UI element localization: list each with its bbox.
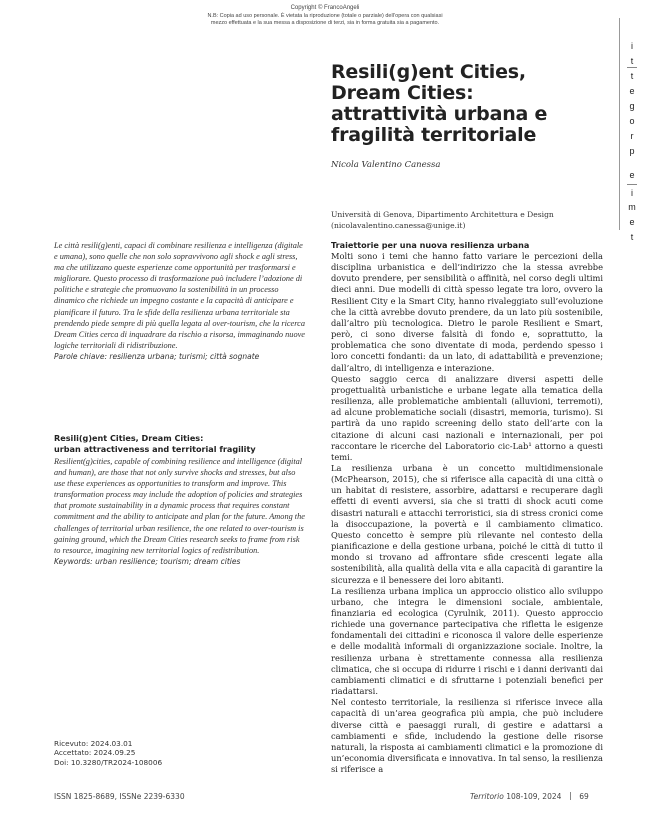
body-paragraph: Questo saggio cerca di analizzare diversi aspetti delle progettualità urbanistiche e urbane legate alla tematica della resilienza, alle problematiche ambientali (alluvioni, terremoti), ad alcune problematiche sociali (disastri, memoria, turismo). Si partirà da uno rapido screening dello stato dell’arte con la citazione di alcuni casi nazionali e internazionali, per poi raccontare le ricerche del Laboratorio cic-Lab¹ attorno a questi temi. [331,373,603,462]
side-tab-letter: t [630,56,634,66]
side-tab-letter: e [629,170,635,180]
accepted-date: Accettato: 2024.09.25 [54,748,136,758]
side-tab-tick [627,184,637,185]
abstract-italian [54,240,306,362]
article-title [331,62,611,146]
footer-journal-name: Territorio [470,792,504,801]
submission-dates [54,739,162,767]
footer-issn: ISSN 1825-8689, ISSNe 2239-6330 [54,792,185,801]
footer-divider [570,792,571,800]
body-paragraph: Nel contesto territoriale, la resilienza si riferisce invece alla capacità di un’area geografica più ampia, che può includere diverse città e paesaggi rurali, di gestire e adattarsi a cambiamenti e sfide, includendo la gestione delle risorse naturali, la risposta ai cambiamenti climatici e la promozione di un’economia diversificata e innovativa. In tal senso, la resilienza si riferisce a [331,697,603,775]
abstract-english-title-line: urban attractiveness and territorial fragility [54,444,256,454]
article-title-line: fragilità territoriale [331,124,537,146]
article-title-line: attrattività urbana e [331,103,548,125]
author-name: Nicola Valentino Canessa [331,160,441,170]
keywords-english: Keywords: urban resilience; tourism; dream cities [54,556,241,566]
usage-notice-line-1: N.B: Copia ad uso personale. È vietata la riproduzione (totale o parziale) dell’opera con qualsiasi [207,13,443,19]
section-side-tab [619,18,642,242]
body-text-column [331,240,603,775]
body-paragraph: La resilienza urbana implica un approccio olistico allo sviluppo urbano, che integra le dimensioni sociale, ambientale, finanziaria ed ecologica (Cyrulnik, 2011). Questo approccio richiede una governance partecipativa che rifletta le esigenze fondamentali dei cittadini e riconosca il valore delle esperienze e delle modalità informali di organizzazione sociale. Inoltre, la resilienza urbana è strettamente connessa alla resilienza climatica, che si occupa di ridurre i rischi e i danni derivanti dai cambiamenti climatici e di sfruttarne i potenziali benefici per riadattarsi. [331,585,603,697]
abstract-italian-text: Le città resili(g)enti, capaci di combinare resilienza e intelligenza (digitale e umana), sono quelle che non solo sopravvivono agli shock e agli stress, ma che utilizzano queste esperienze come opportunità per trasformarsi e migliorare. Questo processo di trasformazione può includere l’adozione di politiche e strategie che promuovano la sostenibilità in un processo dinamico che richiede un impegno costante e la capacità di anticipare e pianificare il futuro. Tra le sfide della resilienza urbana territoriale sta prendendo piede sempre di più quella legata al over-tourism, che la ricerca Dream Cities cerca di inquadrare da rischio a risorsa, immaginando nuove logiche territoriali di ridistribuzione. [54,241,305,350]
abstract-english-text: Resilient(g)cities, capable of combining resilience and intelligence (digital and human), are those that not only survive shocks and stresses, but also use these experiences as opportunities to transform and improve. This transformation process may include the adoption of policies and strategies that promote sustainability in a dynamic process that requires constant commitment and the ability to anticipate and plan for the future. Among the challenges of territorial urban resilience, the one related to over-tourism is gaining ground, which the Dream Cities research seeks to frame from risk to resource, imagining new territorial logics of redistribution. [54,457,305,555]
doi: Doi: 10.3280/TR2024-108006 [54,757,163,767]
article-title-line: Dream Cities: [331,82,474,104]
side-tab-letter: m [628,202,636,212]
page-number: 69 [579,792,589,801]
abstract-english-title-line: Resili(g)ent Cities, Dream Cities: [54,433,204,443]
side-tab-letter: t [630,232,634,242]
usage-notice [150,13,500,28]
footer-issue: 108-109, 2024 [506,792,562,801]
side-tab-letter: i [631,188,633,198]
body-paragraph: Molti sono i temi che hanno fatto variare le percezioni della disciplina urbanistica e dell’indirizzo che la stessa avrebbe dovuto prendere, per sensibilità o affinità, nel corso degli ultimi dieci anni. Due modelli di città spesso legate tra loro, ovvero la Resilient City e la Smart City, hanno rivaleggiato sull’evoluzione che la città avrebbe dovuto prendere, da un lato più sostenibile, dall’altro più tecnologica. Dietro le parole Resilient e Smart, però, ci sono diverse falsità di fondo e, soprattutto, la problematica che sono diventate di moda, perdendo spesso i loro concetti fondanti: da un lato, di adattabilità e prevenzione; dall’altro, di intelligenza e interazione. [331,251,603,373]
copyright-notice: Copyright © FrancoAngeli [290,5,360,11]
side-tab-letter: e [629,86,635,96]
abstract-english-title [54,433,306,455]
side-tab-letter: r [630,131,634,141]
side-tab-letter: i [631,41,633,51]
article-title-line: Resili(g)ent Cities, [331,61,526,83]
usage-notice-line-2: mezzo effettuata e la sua messa a disposizione di terzi, sia in forma gratuita sia a pagamento. [210,20,440,27]
affiliation-email: (nicolavalentino.canessa@unige.it) [331,220,466,230]
body-paragraph: La resilienza urbana è un concetto multidimensionale (McPhearson, 2015), che si riferisce alla capacità di una città o un habitat di resistere, assorbire, adattarsi e recuperare dagli effetti di eventi avversi, sia che si tratti di shock acuti come disastri naturali e attacchi terroristici, sia di stress cronici come la disoccupazione, la povertà e il cambiamento climatico. Questo concetto è sempre più rilevante nel contesto della pianificazione e della gestione urbana, poiché le città di tutto il mondo si trovano ad affrontare sfide crescenti legate alla sostenibilità, alla qualità della vita e alla capacità di garantire la sicurezza e il benessere dei loro abitanti. [331,462,603,585]
side-tab-letter: t [630,71,634,81]
side-tab-letter: e [629,217,635,227]
received-date: Ricevuto: 2024.03.01 [54,739,133,748]
side-tab-letter: p [629,146,635,156]
keywords-italian: Parole chiave: resilienza urbana; turismi; città sognate [54,351,260,361]
abstract-english [54,456,306,567]
author-affiliation [331,210,611,231]
section-heading: Traiettorie per una nuova resilienza urbana [331,240,530,250]
affiliation-institution: Università di Genova, Dipartimento Architettura e Design [331,210,554,219]
side-tab-tick [627,67,637,68]
side-tab-letter: g [629,101,635,111]
footer-journal-info [470,792,589,801]
side-tab-letter: o [629,116,635,126]
